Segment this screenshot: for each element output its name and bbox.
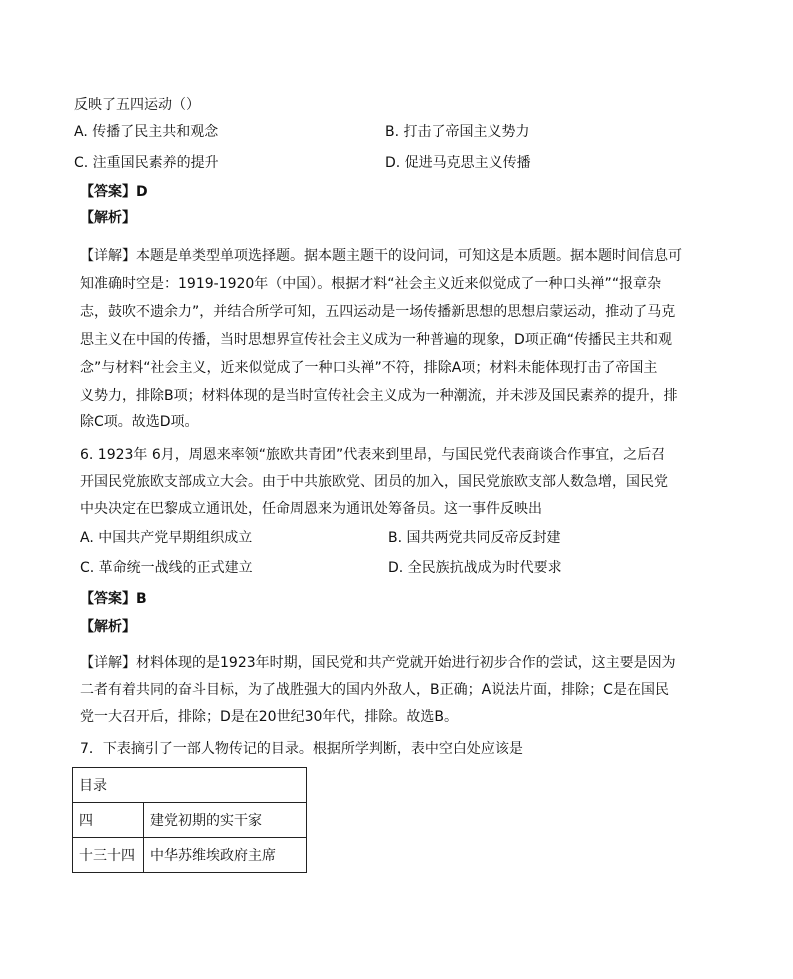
q6-stem-line: 中央决定在巴黎成立通讯处，任命周恩来为通讯处筹备员。这一事件反映出 [80,501,542,517]
q6-detail-line: 二者有着共同的奋斗目标，为了战胜强大的国内外敌人，B正确；A说法片面，排除；C是在国民 [80,682,669,698]
q5-analysis-label: 【解析】 [80,210,136,226]
table-row [73,838,307,873]
q6-option-c: C. 革命统一战线的正式建立 [80,560,253,576]
q6-answer: 【答案】B [80,591,147,607]
q5-detail-line: 知准确时空是：1919-1920年（中国）。根据才料“社会主义近来似觉成了一种口头禅”“报章杂 [80,276,662,292]
q6-analysis-label: 【解析】 [80,619,136,635]
q5-detail-line: 【详解】本题是单类型单项选择题。据本题主题干的设问词，可知这是本质题。据本题时间信息可 [80,248,682,264]
q6-stem-line: 6. 1923年 6月，周恩来率领“旅欧共青团”代表来到里昂，与国民党代表商谈合作事宜，之后召 [80,447,666,463]
toc-header-row [73,768,307,803]
toc-chapter-number: 十三十四 [73,838,144,873]
q5-option-a: A. 传播了民主共和观念 [74,124,219,140]
q6-option-b: B. 国共两党共同反帝反封建 [388,530,561,546]
q5-option-b: B. 打击了帝国主义势力 [385,124,530,140]
q5-option-d: D. 促进马克思主义传播 [385,155,531,171]
q6-detail-line: 党一大召开后，排除；D是在20世纪30年代，排除。故选B。 [80,709,459,725]
q5-detail-line: 除C项。故选D项。 [80,414,199,430]
toc-chapter-number: 四 [73,803,144,838]
q5-option-c: C. 注重国民素养的提升 [74,155,219,171]
q5-stem-tail: 反映了五四运动（） [74,97,200,113]
q5-detail-line: 思主义在中国的传播，当时思想界宣传社会主义成为一种普遍的现象，D项正确“传播民主共和观 [80,332,673,348]
toc-chapter-title: 中华苏维埃政府主席 [144,838,307,873]
q6-option-a: A. 中国共产党早期组织成立 [80,530,253,546]
q7-stem: 7．下表摘引了一部人物传记的目录。根据所学判断，表中空白处应该是 [80,741,523,757]
toc-table [72,767,307,873]
q6-detail-line: 【详解】材料体现的是1923年时期，国民党和共产党就开始进行初步合作的尝试，这主要是因为 [80,655,676,671]
toc-header: 目录 [73,768,307,803]
q5-detail-line: 义势力，排除B项；材料体现的是当时宣传社会主义成为一种潮流，并未涉及国民素养的提升，排 [80,388,678,404]
q5-detail-line: 念”与材料“社会主义，近来似觉成了一种口头禅”不符，排除A项；材料未能体现打击了帝国主 [80,360,658,376]
q5-detail-line: 志，鼓吹不遗余力”，并结合所学可知，五四运动是一场传播新思想的思想启蒙运动，推动了马克 [80,304,676,320]
q6-option-d: D. 全民族抗战成为时代要求 [388,560,562,576]
q5-answer: 【答案】D [80,184,148,200]
toc-chapter-title: 建党初期的实干家 [144,803,307,838]
table-row [73,803,307,838]
q6-stem-line: 开国民党旅欧支部成立大会。由于中共旅欧党、团员的加入，国民党旅欧支部人数急增，国民党 [80,474,668,490]
